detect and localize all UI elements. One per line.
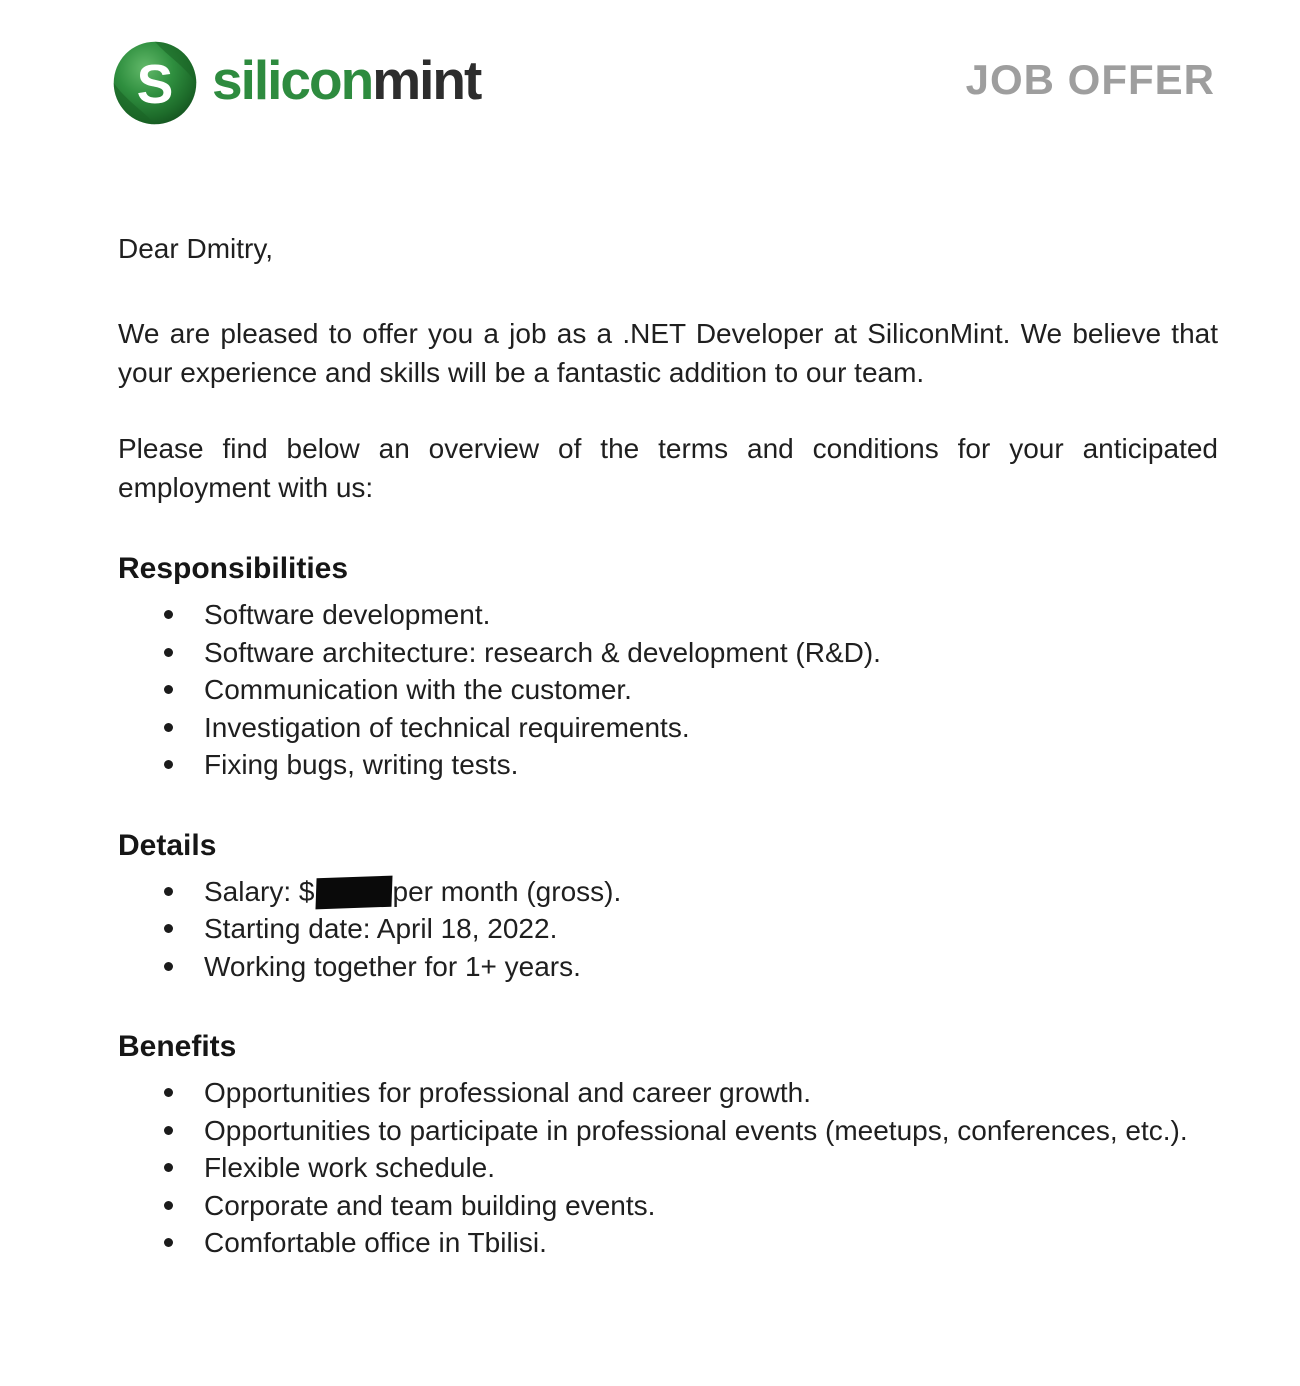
list-item: Corporate and team building events. <box>118 1187 1218 1225</box>
section-heading-responsibilities: Responsibilities <box>118 552 349 585</box>
list-item: Working together for 1+ years. <box>118 948 1218 986</box>
logo-word-secondary: mint <box>372 48 481 111</box>
list-item: Communication with the customer. <box>118 671 1218 709</box>
list-item: Investigation of technical requirements. <box>118 709 1218 747</box>
list-item: Comfortable office in Tbilisi. <box>118 1224 1218 1262</box>
terms-paragraph: Please find below an overview of the terms and conditions for your anticipated employment with us: <box>118 433 1218 503</box>
logo-wordmark <box>212 48 481 114</box>
logo-letter: S <box>136 52 174 115</box>
bullet-list-benefits <box>118 1074 1218 1262</box>
logo-word-primary: silicon <box>212 48 373 111</box>
letter-body <box>0 230 1300 1262</box>
siliconmint-logo-icon <box>112 40 198 126</box>
list-item: Flexible work schedule. <box>118 1149 1218 1187</box>
list-item: Software architecture: research & development (R&D). <box>118 634 1218 672</box>
list-item-text-prefix: Salary: $ <box>204 875 315 907</box>
bullet-list-responsibilities <box>118 596 1218 784</box>
section-details <box>118 828 1218 986</box>
section-benefits <box>118 1029 1218 1262</box>
list-item: Opportunities to participate in professional events (meetups, conferences, etc.). <box>118 1112 1218 1150</box>
document-type-title: JOB OFFER <box>965 56 1215 103</box>
section-heading-details: Details <box>118 828 217 862</box>
intro-paragraph: We are pleased to offer you a job as a .NET Developer at SiliconMint. We believe that your experience and skills will be a fantastic addition to our team. <box>118 318 1218 388</box>
salutation: Dear Dmitry, <box>118 233 274 264</box>
bullet-list-details <box>118 873 1218 986</box>
list-item: Software development. <box>118 596 1218 634</box>
sections-container <box>118 551 1218 1262</box>
redaction-box <box>315 875 392 909</box>
list-item: Opportunities for professional and career growth. <box>118 1074 1218 1112</box>
section-responsibilities <box>118 551 1218 784</box>
list-item-text-suffix: per month (gross). <box>392 875 622 907</box>
list-item: Starting date: April 18, 2022. <box>118 910 1218 948</box>
list-item <box>118 873 1218 911</box>
list-item: Fixing bugs, writing tests. <box>118 746 1218 784</box>
section-heading-benefits: Benefits <box>118 1030 237 1063</box>
siliconmint-logo <box>112 40 480 126</box>
document-header <box>0 0 1300 126</box>
